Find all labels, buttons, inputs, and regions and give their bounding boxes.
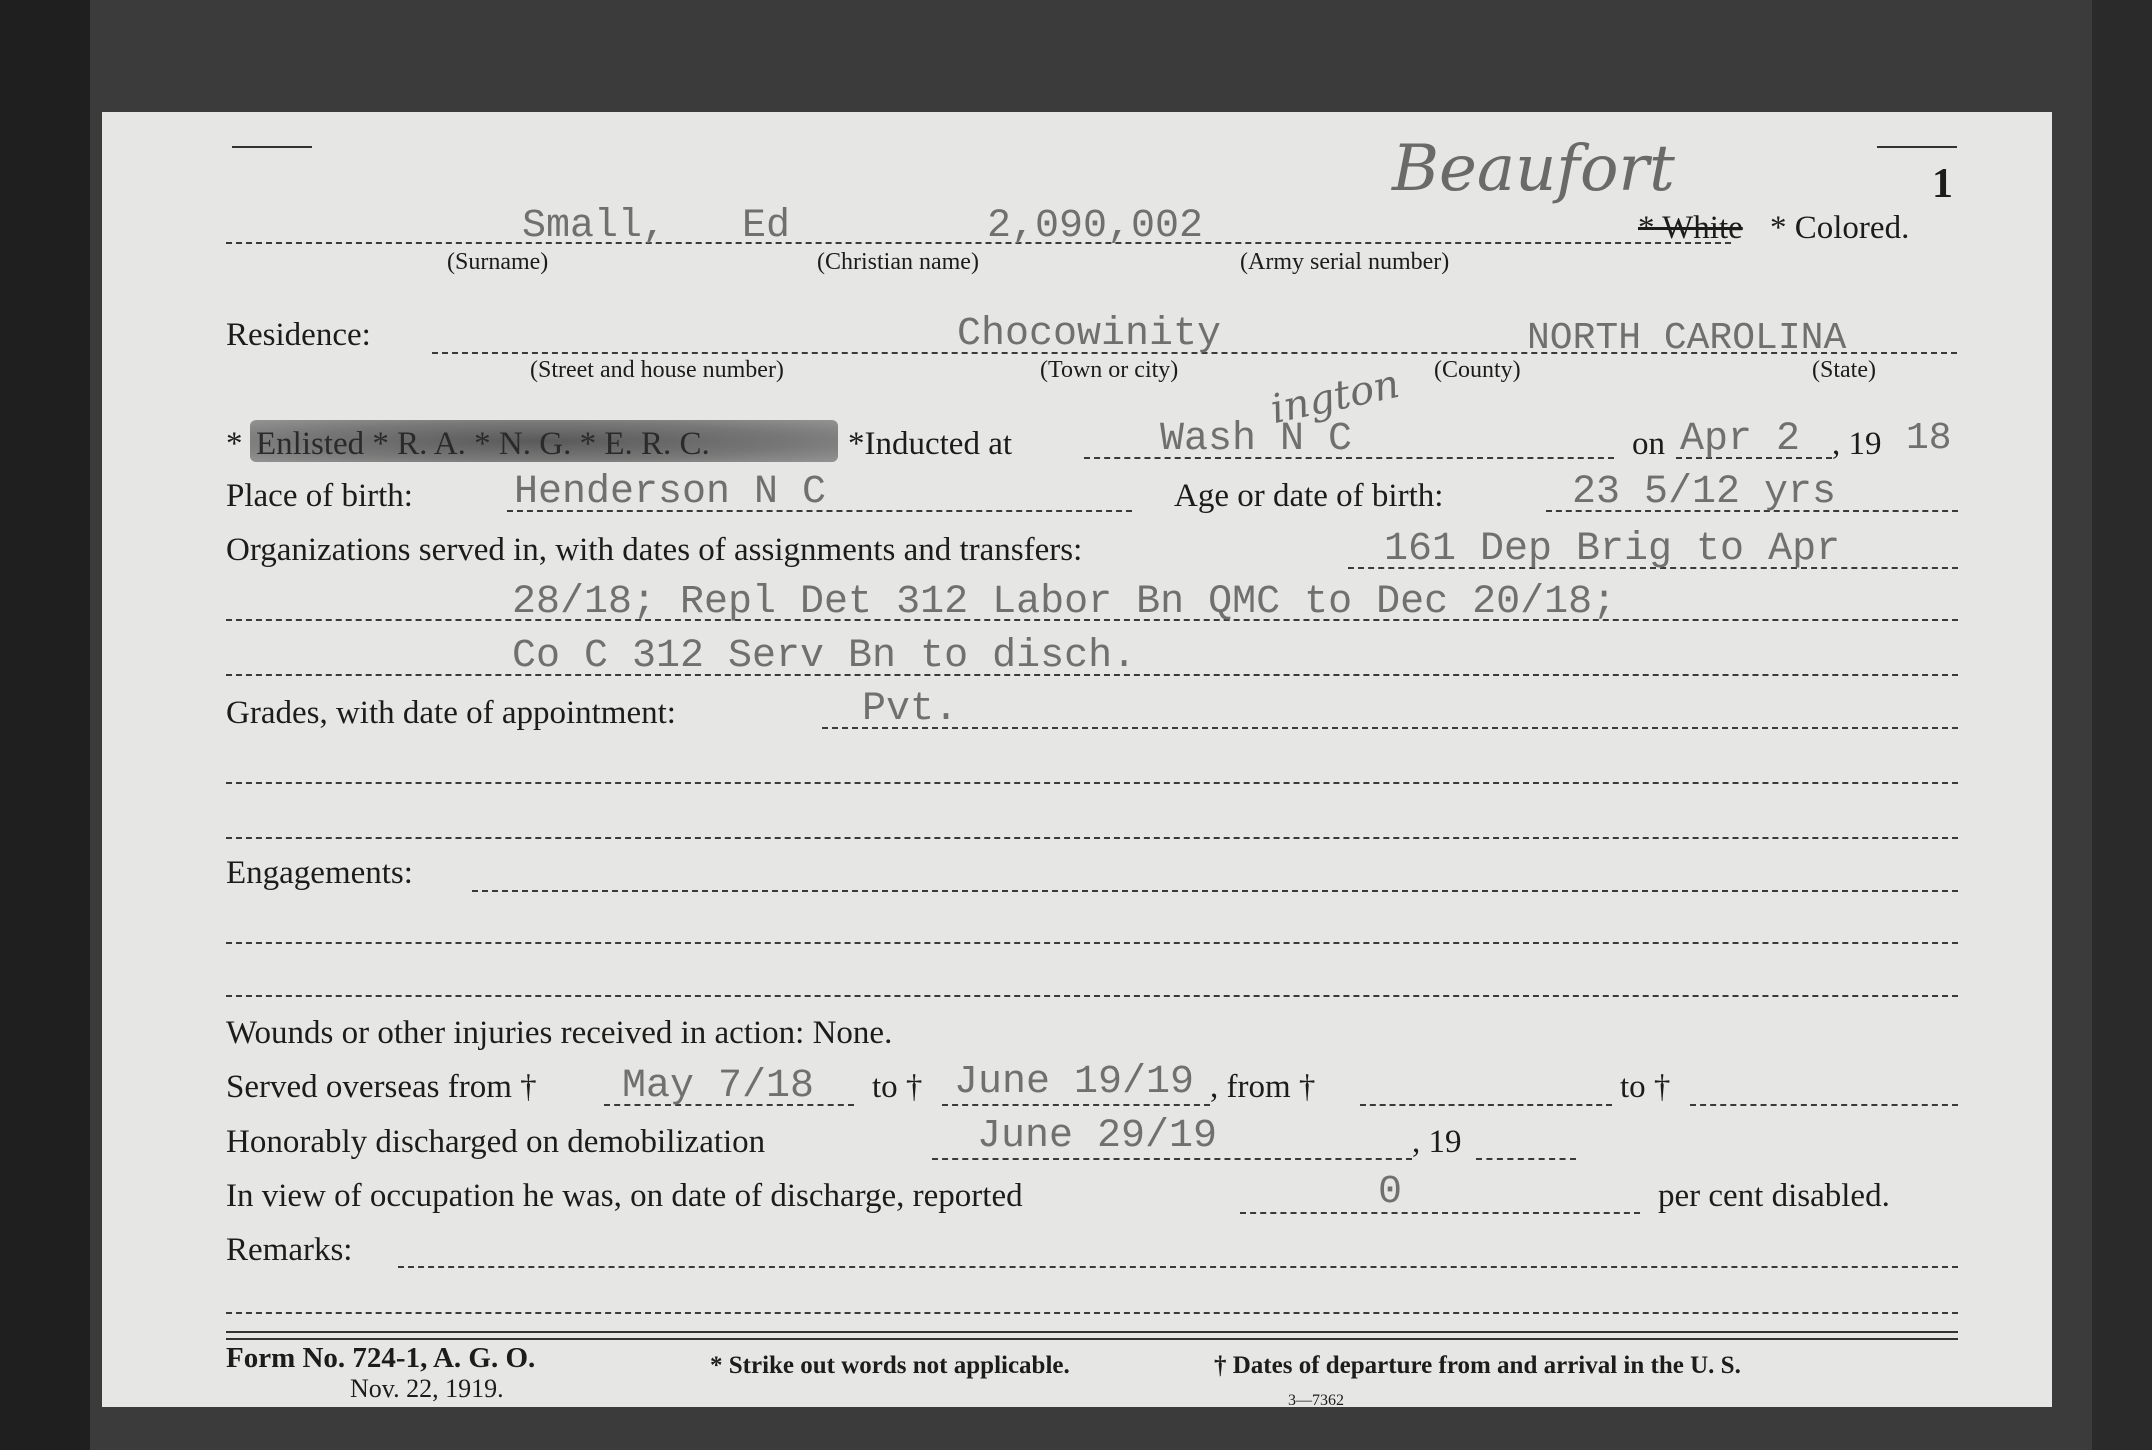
state-value: NORTH CAROLINA [1527, 317, 1847, 360]
discharge-label: Honorably discharged on demobilization [226, 1124, 766, 1160]
serial-number-value: 2,090,002 [987, 204, 1204, 249]
second-from-label: , from † [1210, 1069, 1316, 1105]
enlisted-asterisk: * [226, 426, 243, 462]
grades-line-2 [226, 782, 1958, 784]
christian-name-value: Ed [742, 204, 791, 249]
disabled-suffix-label: per cent disabled. [1658, 1178, 1890, 1214]
discharge-year-line [1476, 1158, 1576, 1160]
caption-surname: (Surname) [447, 249, 549, 275]
footnote-dates: † Dates of departure from and arrival in the U. S. [1214, 1352, 1741, 1379]
right-scan-edge [2092, 0, 2152, 1450]
name-line [226, 242, 1731, 244]
town-value: Chocowinity [957, 312, 1222, 357]
engagements-label: Engagements: [226, 855, 413, 891]
inducted-label: *Inducted at [848, 426, 1013, 462]
form-date: Nov. 22, 1919. [350, 1374, 504, 1403]
grades-label: Grades, with date of appointment: [226, 695, 676, 731]
engagements-line-1 [472, 890, 1958, 892]
remarks-line-2 [226, 1312, 1958, 1314]
remarks-label: Remarks: [226, 1232, 353, 1268]
inducted-place-value: Wash N C [1160, 417, 1353, 462]
served-to-value: June 19/19 [954, 1060, 1195, 1105]
served-overseas-label: Served overseas from † [226, 1069, 537, 1105]
second-from-line [1360, 1104, 1612, 1106]
birth-place-label: Place of birth: [226, 478, 413, 514]
organizations-value-2: 28/18; Repl Det 312 Labor Bn QMC to Dec 20/18; [512, 580, 1617, 625]
footer-rule-1 [226, 1331, 1958, 1333]
remarks-line-1 [398, 1266, 1958, 1268]
served-from-value: May 7/18 [622, 1064, 815, 1109]
served-to-label: to † [872, 1069, 923, 1105]
disabled-value: 0 [1378, 1170, 1403, 1215]
second-to-label: to † [1620, 1069, 1671, 1105]
occupation-label: In view of occupation he was, on date of discharge, reported [226, 1178, 1023, 1214]
engagements-line-2 [226, 942, 1958, 944]
caption-christian-name: (Christian name) [817, 249, 979, 275]
footer-rule-2 [226, 1338, 1958, 1340]
caption-serial-number: (Army serial number) [1240, 249, 1450, 275]
organizations-value-1: 161 Dep Brig to Apr [1384, 527, 1841, 572]
grades-line-1 [822, 727, 1958, 729]
age-value: 23 5/12 yrs [1572, 470, 1837, 515]
service-record-card [102, 112, 2052, 1407]
year-prefix: , 19 [1832, 426, 1882, 462]
enlisted-struck-text: Enlisted * R. A. * N. G. * E. R. C. [256, 426, 710, 462]
inducted-place-handwriting: ington [1266, 360, 1404, 434]
organizations-label: Organizations served in, with dates of assignments and transfers: [226, 532, 1083, 568]
residence-label: Residence: [226, 317, 371, 353]
county-handwritten-note: Beaufort [1392, 132, 1675, 206]
grade-value: Pvt. [862, 687, 959, 732]
second-to-line [1690, 1104, 1958, 1106]
discharge-date-value: June 29/19 [977, 1114, 1218, 1159]
top-right-rule [1877, 146, 1957, 148]
birth-place-value: Henderson N C [514, 470, 827, 515]
surname-value: Small, [522, 204, 667, 249]
form-number: Form No. 724-1, A. G. O. [226, 1342, 536, 1374]
print-code: 3—7362 [1288, 1392, 1344, 1409]
caption-town: (Town or city) [1040, 357, 1179, 383]
caption-state: (State) [1812, 357, 1876, 383]
organizations-value-3: Co C 312 Serv Bn to disch. [512, 634, 1137, 679]
left-scan-edge [0, 0, 90, 1450]
colored-label: * Colored. [1770, 210, 1910, 246]
caption-county: (County) [1434, 357, 1521, 383]
discharge-year-prefix: , 19 [1412, 1124, 1462, 1160]
inducted-date-value: Apr 2 [1680, 417, 1801, 462]
white-label: * White [1638, 210, 1743, 246]
caption-street: (Street and house number) [530, 357, 784, 383]
year-suffix: 18 [1906, 417, 1952, 460]
on-label: on [1632, 426, 1665, 462]
footnote-strike: * Strike out words not applicable. [710, 1352, 1070, 1379]
age-label: Age or date of birth: [1174, 478, 1444, 514]
disabled-line [1240, 1212, 1640, 1214]
top-left-rule [232, 146, 312, 148]
grades-line-3 [226, 837, 1958, 839]
engagements-line-3 [226, 995, 1958, 997]
wounds-label: Wounds or other injuries received in action: None. [226, 1015, 893, 1051]
card-number: 1 [1932, 161, 1953, 207]
